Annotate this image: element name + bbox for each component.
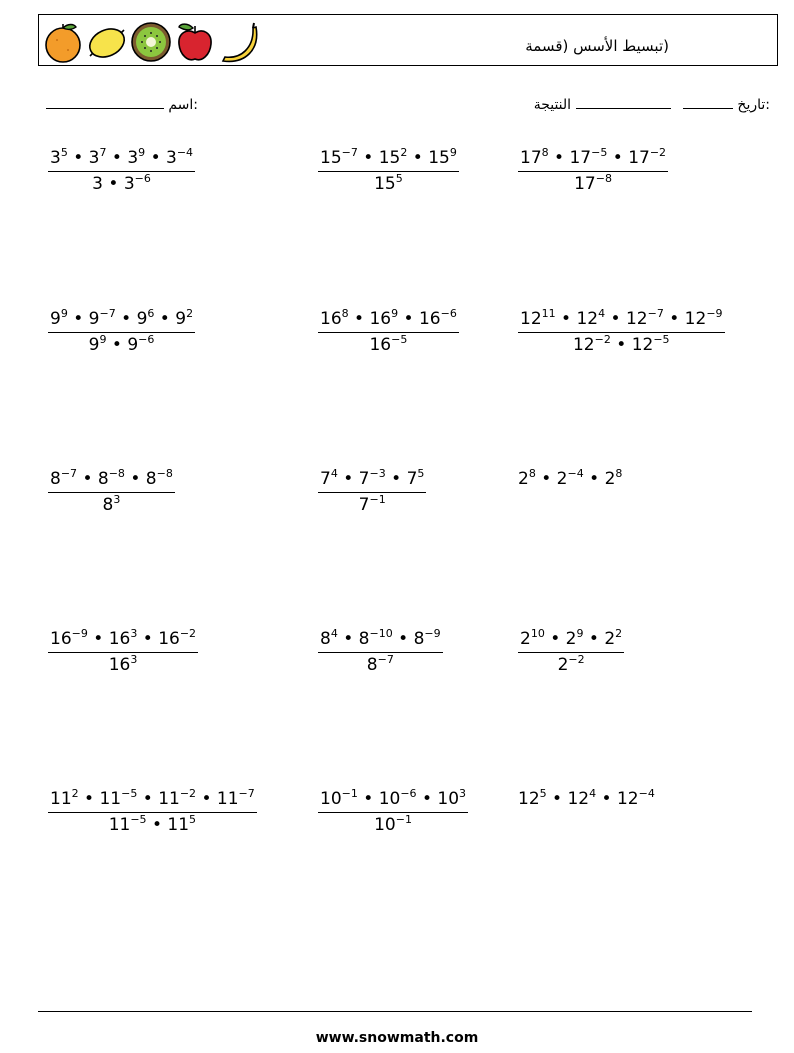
- numerator: $16^8$ • $16^9$ • $16^{-6}$: [318, 311, 459, 333]
- numerator: $12^{11}$ • $12^4$ • $12^{-7}$ • $12^{-9}$: [518, 311, 725, 333]
- numerator: $7^4$ • $7^{-3}$ • $7^5$: [318, 471, 426, 493]
- denominator: 3 • $3^{-6}$: [92, 172, 151, 194]
- numerator: $9^9$ • $9^{-7}$ • $9^6$ • $9^2$: [48, 311, 195, 333]
- numerator: $3^5$ • $3^7$ • $3^9$ • $3^{-4}$: [48, 150, 195, 172]
- footer-divider: [38, 1011, 752, 1012]
- power-term: $3^{-4}$: [166, 146, 194, 168]
- numerator: $15^{-7}$ • $15^2$ • $15^9$: [318, 150, 459, 172]
- power-term: $2^8$: [518, 467, 536, 489]
- power-term: $3^{-6}$: [123, 172, 151, 194]
- power-term: $8^{-10}$: [358, 627, 393, 649]
- power-term: $3^9$: [127, 146, 146, 168]
- power-term: $12^{-2}$: [572, 333, 611, 355]
- date-result-row: [534, 94, 770, 113]
- power-term: $17^{-2}$: [628, 146, 667, 168]
- numerator: $2^{10}$ • $2^9$ • $2^2$: [518, 631, 624, 653]
- denominator: $12^{-2}$ • $12^{-5}$: [572, 333, 670, 355]
- footer-website: www.snowmath.com: [315, 1030, 479, 1046]
- denominator: [318, 653, 443, 674]
- problem-15: $12^5$ • $12^4$ • $12^{-4}$: [518, 787, 655, 809]
- denominator: [318, 493, 426, 514]
- power-term: $12^4$: [567, 787, 597, 809]
- name-blank[interactable]: [46, 94, 164, 109]
- power-term: $10^{-6}$: [378, 787, 417, 809]
- problem-6: [518, 307, 725, 355]
- result-blank[interactable]: [576, 94, 671, 109]
- problem-4: [48, 307, 195, 355]
- power-term: $15^9$: [428, 146, 457, 168]
- power-term: $16^8$: [320, 307, 349, 329]
- apple-icon: [173, 20, 217, 64]
- power-term: $12^{11}$: [520, 307, 556, 329]
- numerator: $8^4$ • $8^{-10}$ • $8^{-9}$: [318, 631, 443, 653]
- date-blank[interactable]: [683, 94, 733, 109]
- power-term: $16^{-9}$: [50, 627, 88, 649]
- result-label: النتيجة: [533, 97, 572, 113]
- denominator: $11^{-5}$ • $11^5$: [108, 813, 197, 835]
- power-term: $16^{-2}$: [158, 627, 197, 649]
- problem-14: [318, 787, 468, 835]
- power-term: $12^{-9}$: [684, 307, 723, 329]
- power-term: $8^{-7}$: [50, 467, 78, 489]
- problem-13: [48, 787, 257, 835]
- power-term: $17^{-5}$: [569, 146, 608, 168]
- power-term: $8^3$: [102, 493, 121, 515]
- denominator: $9^9$ • $9^{-6}$: [88, 333, 155, 355]
- fruit-icons: [41, 20, 261, 64]
- power-term: $16^{-5}$: [369, 333, 408, 355]
- power-term: $10^3$: [437, 787, 467, 809]
- power-term: 3: [92, 174, 103, 194]
- problem-7: [48, 467, 175, 515]
- power-term: $12^{-4}$: [616, 787, 655, 809]
- power-term: $2^2$: [604, 627, 623, 649]
- power-term: $9^9$: [88, 333, 107, 355]
- power-term: $16^9$: [369, 307, 399, 329]
- power-term: $11^2$: [50, 787, 79, 809]
- numerator: $10^{-1}$ • $10^{-6}$ • $10^3$: [318, 791, 468, 813]
- date-label: :تاريخ: [737, 97, 770, 113]
- power-term: $3^5$: [50, 146, 68, 168]
- power-term: $16^{-6}$: [418, 307, 457, 329]
- problem-9: $2^8$ • $2^{-4}$ • $2^8$: [518, 467, 623, 489]
- numerator: $11^2$ • $11^{-5}$ • $11^{-2}$ • $11^{-7}$: [48, 791, 257, 813]
- power-term: $7^{-3}$: [358, 467, 386, 489]
- power-term: $10^{-1}$: [374, 813, 412, 835]
- power-term: $9^6$: [136, 307, 155, 329]
- power-term: $8^{-9}$: [413, 627, 441, 649]
- power-term: $11^{-5}$: [99, 787, 138, 809]
- denominator: [518, 172, 668, 193]
- problem-2: [318, 146, 459, 194]
- lemon-icon: [85, 20, 129, 64]
- power-term: $2^{-2}$: [557, 653, 585, 675]
- kiwi-icon: [129, 20, 173, 64]
- power-term: $2^9$: [565, 627, 584, 649]
- problem-8: [318, 467, 426, 515]
- power-term: $12^{-7}$: [625, 307, 664, 329]
- power-term: $8^{-8}$: [145, 467, 173, 489]
- power-term: $12^{-5}$: [631, 333, 670, 355]
- problem-3: [518, 146, 668, 194]
- problem-5: [318, 307, 459, 355]
- denominator: [48, 653, 198, 674]
- power-term: $2^{-4}$: [556, 467, 584, 489]
- power-term: $7^5$: [406, 467, 425, 489]
- power-term: $8^{-8}$: [97, 467, 125, 489]
- power-term: $3^7$: [88, 146, 107, 168]
- power-term: $17^{-8}$: [574, 172, 612, 194]
- problem-12: [518, 627, 624, 675]
- power-term: $12^5$: [518, 787, 547, 809]
- power-term: $11^{-5}$: [108, 813, 147, 835]
- denominator: [48, 493, 175, 514]
- power-term: $11^5$: [167, 813, 197, 835]
- problem-1: [48, 146, 195, 194]
- denominator: [318, 172, 459, 193]
- power-term: $11^{-2}$: [158, 787, 197, 809]
- power-term: $16^3$: [108, 653, 138, 675]
- power-term: $9^9$: [50, 307, 68, 329]
- power-term: $15^5$: [374, 172, 403, 194]
- power-term: $2^8$: [604, 467, 623, 489]
- banana-icon: [217, 20, 261, 64]
- worksheet-header: [38, 14, 778, 66]
- power-term: $2^{10}$: [520, 627, 545, 649]
- problem-10: [48, 627, 198, 675]
- numerator: $17^8$ • $17^{-5}$ • $17^{-2}$: [518, 150, 668, 172]
- power-term: $9^{-7}$: [88, 307, 116, 329]
- orange-icon: [41, 20, 85, 64]
- power-term: $12^4$: [576, 307, 606, 329]
- power-term: $17^8$: [520, 146, 549, 168]
- name-label: :اسم: [168, 97, 198, 113]
- power-term: $7^{-1}$: [358, 493, 386, 515]
- power-term: $15^2$: [378, 146, 408, 168]
- power-term: $9^2$: [175, 307, 194, 329]
- power-term: $7^4$: [320, 467, 338, 489]
- numerator: $8^{-7}$ • $8^{-8}$ • $8^{-8}$: [48, 471, 175, 493]
- power-term: $15^{-7}$: [320, 146, 358, 168]
- numerator: $16^{-9}$ • $16^3$ • $16^{-2}$: [48, 631, 198, 653]
- power-term: $10^{-1}$: [320, 787, 358, 809]
- denominator: [318, 813, 468, 834]
- worksheet-title: (تبسيط الأسس (قسمة: [525, 37, 669, 55]
- power-term: $11^{-7}$: [216, 787, 255, 809]
- problem-11: [318, 627, 443, 675]
- power-term: $8^{-7}$: [366, 653, 394, 675]
- name-row: [46, 94, 198, 113]
- denominator: [518, 653, 624, 674]
- power-term: $9^{-6}$: [127, 333, 155, 355]
- power-term: $16^3$: [108, 627, 138, 649]
- power-term: $8^4$: [320, 627, 338, 649]
- denominator: [318, 333, 459, 354]
